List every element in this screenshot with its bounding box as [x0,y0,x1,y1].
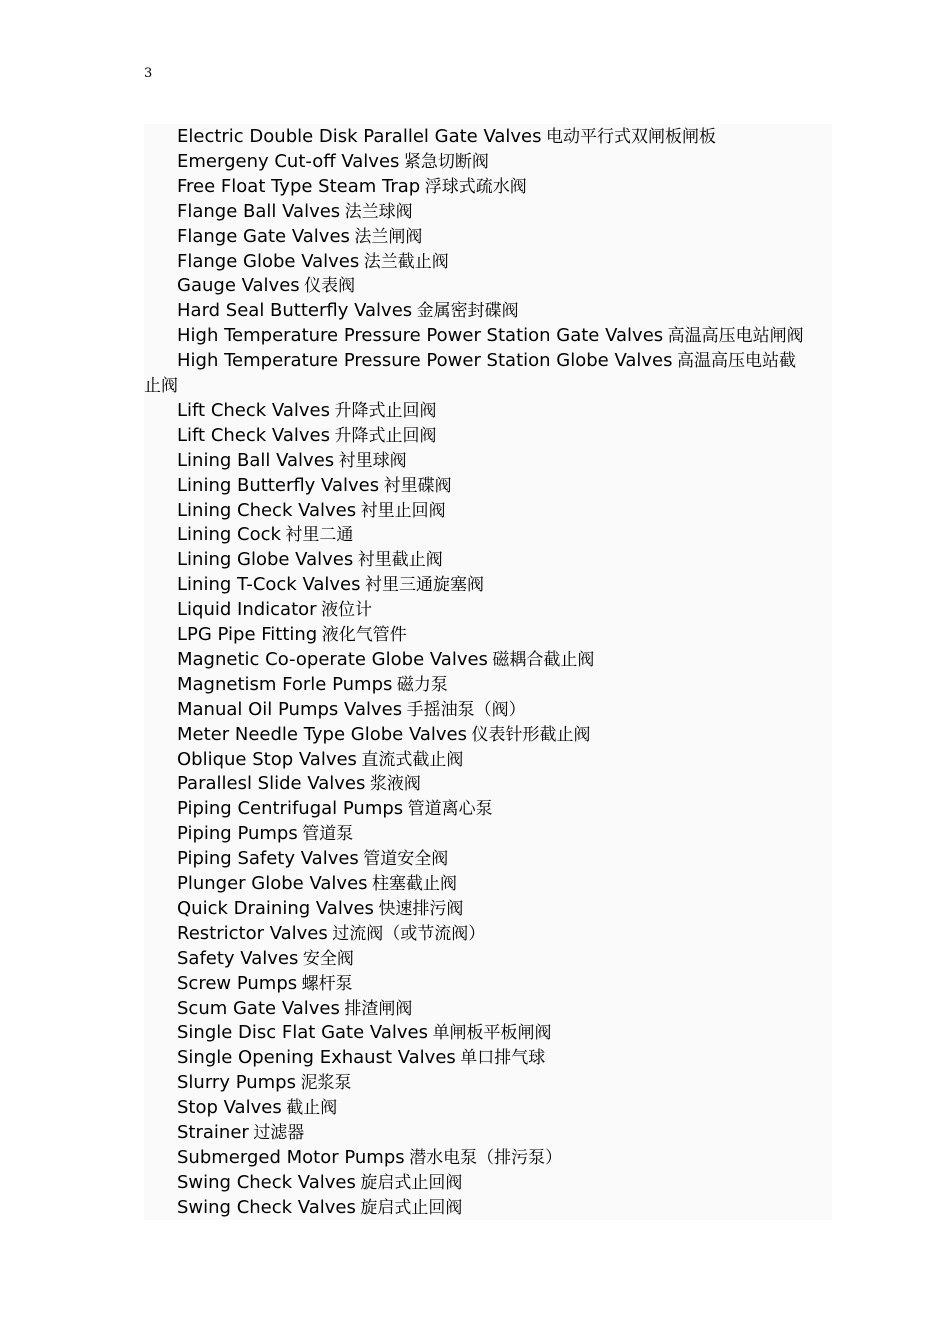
english-term: Single Disc Flat Gate Valves [177,1022,428,1044]
english-term: Manual Oil Pumps Valves [177,698,403,720]
chinese-term: 旋启式止回阀 [360,1172,463,1193]
chinese-term: 液化气管件 [321,625,407,645]
english-term: Lining Cock [177,524,281,546]
glossary-entry [144,174,832,199]
english-term: LPG Pipe Fitting [177,624,318,645]
glossary-entry [144,821,832,846]
chinese-term: 升降式止回阀 [334,400,437,421]
english-term: Submerged Motor Pumps [177,1146,405,1168]
english-term: High Temperature Pressure Power Station Globe Valves [177,350,673,372]
glossary-entry [144,1120,832,1145]
glossary-entry [144,1095,832,1120]
chinese-term: 衬里三通旋塞阀 [365,575,485,596]
english-term: Free Float Type Steam Trap [177,175,421,197]
chinese-term: 管道离心泵 [407,799,493,820]
english-term: Oblique Stop Valves [177,748,357,770]
english-term: Lift Check Valves [177,424,330,446]
chinese-term: 截止阀 [286,1098,338,1119]
chinese-term: 仪表针形截止阀 [471,724,591,745]
chinese-term: 单口排气球 [460,1048,546,1069]
english-term: Lining Ball Valves [177,449,335,471]
english-term: Lining T-Cock Valves [177,574,361,596]
chinese-term: 衬里二通 [285,525,354,546]
chinese-term: 单闸板平板闸阀 [432,1023,552,1044]
english-term: Lining Globe Valves [177,549,354,571]
glossary-entry [144,522,832,547]
chinese-term: 旋启式止回阀 [360,1197,463,1218]
english-term: Slurry Pumps [177,1072,296,1094]
chinese-term: 螺杆泵 [301,973,353,994]
glossary-entry [144,249,832,274]
english-term: Lining Butterfly Valves [177,474,380,496]
chinese-term: 柱塞截止阀 [372,874,458,894]
english-term: Magnetic Co-operate Globe Valves [177,648,488,670]
chinese-term: 法兰截止阀 [363,251,449,272]
english-term: Plunger Globe Valves [177,873,368,894]
glossary-entry [144,622,832,647]
chinese-term: 浮球式疏水阀 [424,176,527,197]
glossary-entry [144,323,832,348]
chinese-term: 排渣闸阀 [344,998,413,1019]
glossary-entry [144,1070,832,1095]
chinese-term: 升降式止回阀 [334,425,437,446]
chinese-term: 仪表阀 [304,276,356,297]
glossary-entry [144,1145,832,1170]
glossary-entry [144,871,832,896]
glossary-entry [144,921,832,946]
chinese-term: 电动平行式双闸板闸板 [546,127,716,147]
chinese-term: 管道安全阀 [363,849,449,870]
glossary-entry [144,199,832,224]
english-term: Single Opening Exhaust Valves [177,1047,456,1069]
english-term: Screw Pumps [177,972,298,994]
glossary-entry-continuation [144,373,832,398]
glossary-entry [144,971,832,996]
english-term: Flange Globe Valves [177,250,360,272]
english-term: Hard Seal Butterfly Valves [177,300,413,322]
english-term: Scum Gate Valves [177,997,340,1019]
glossary-entry [144,448,832,473]
glossary-entry [144,498,832,523]
chinese-term: 高温高压电站闸阀 [667,326,804,347]
glossary-entry [144,398,832,423]
chinese-term: 衬里球阀 [338,450,407,471]
glossary-entry [144,1020,832,1045]
glossary-entry [144,697,832,722]
glossary-entry [144,1170,832,1195]
english-term: High Temperature Pressure Power Station Gate Valves [177,325,664,347]
glossary-entry [144,946,832,971]
glossary-entry [144,149,832,174]
english-term: Stop Valves [177,1097,282,1119]
chinese-term: 手摇油泵（阀） [406,699,526,720]
english-term: Quick Draining Valves [177,897,374,919]
page-number: 3 [144,66,153,81]
chinese-term: 磁耦合截止阀 [492,649,595,670]
glossary-entry [144,846,832,871]
glossary-entry [144,1195,832,1220]
chinese-term: 液位计 [321,600,373,621]
glossary-entry [144,672,832,697]
chinese-term: 衬里止回阀 [360,500,446,521]
chinese-term: 金属密封碟阀 [416,301,519,322]
chinese-term: 高温高压电站截 [677,351,797,372]
english-term: Gauge Valves [177,275,300,297]
glossary-entry [144,547,832,572]
glossary-entry [144,771,832,796]
glossary-entry [144,996,832,1021]
glossary-entry [144,572,832,597]
english-term: Lift Check Valves [177,399,330,421]
english-term: Piping Centrifugal Pumps [177,798,404,820]
glossary-entry [144,124,832,149]
glossary-entry [144,1045,832,1070]
glossary-entry [144,722,832,747]
chinese-term: 浆液阀 [369,774,421,795]
english-term: Strainer [177,1122,249,1143]
english-term: Safety Valves [177,947,299,969]
glossary-entry [144,473,832,498]
english-term: Electric Double Disk Parallel Gate Valves [177,126,542,147]
chinese-term: 直流式截止阀 [361,749,464,770]
chinese-term: 潜水电泵（排污泵） [409,1147,563,1168]
english-term: Restrictor Valves [177,922,328,944]
english-term: Flange Ball Valves [177,200,341,222]
chinese-term: 衬里截止阀 [357,550,443,571]
glossary-entry [144,298,832,323]
glossary-entry [144,348,832,373]
chinese-term: 法兰闸阀 [354,226,423,247]
glossary-entry [144,647,832,672]
chinese-term: 紧急切断阀 [403,151,489,172]
glossary-entry [144,796,832,821]
english-term: Meter Needle Type Globe Valves [177,723,467,745]
english-term: Emergeny Cut-off Valves [177,150,400,172]
chinese-term: 快速排污阀 [378,898,464,919]
english-term: Piping Pumps [177,823,298,845]
glossary-entry [144,423,832,448]
english-term: Magnetism Forle Pumps [177,673,393,695]
chinese-term: 止阀 [144,376,178,396]
english-term: Liquid Indicator [177,599,317,621]
chinese-term: 泥浆泵 [300,1073,352,1094]
chinese-term: 法兰球阀 [344,201,413,222]
chinese-term: 过滤器 [253,1123,305,1143]
glossary-entry [144,896,832,921]
english-term: Flange Gate Valves [177,225,350,247]
glossary-entry [144,273,832,298]
english-term: Lining Check Valves [177,499,357,521]
chinese-term: 衬里碟阀 [383,475,452,496]
chinese-term: 过流阀（或节流阀） [332,923,486,944]
english-term: Piping Safety Valves [177,848,359,870]
english-term: Swing Check Valves [177,1196,356,1218]
glossary-entry [144,597,832,622]
chinese-term: 安全阀 [302,948,354,969]
english-term: Swing Check Valves [177,1171,356,1193]
english-term: Parallesl Slide Valves [177,773,366,795]
glossary-entry [144,747,832,772]
glossary-list [144,124,832,1220]
chinese-term: 管道泵 [302,824,354,845]
chinese-term: 磁力泵 [396,674,448,695]
glossary-entry [144,224,832,249]
